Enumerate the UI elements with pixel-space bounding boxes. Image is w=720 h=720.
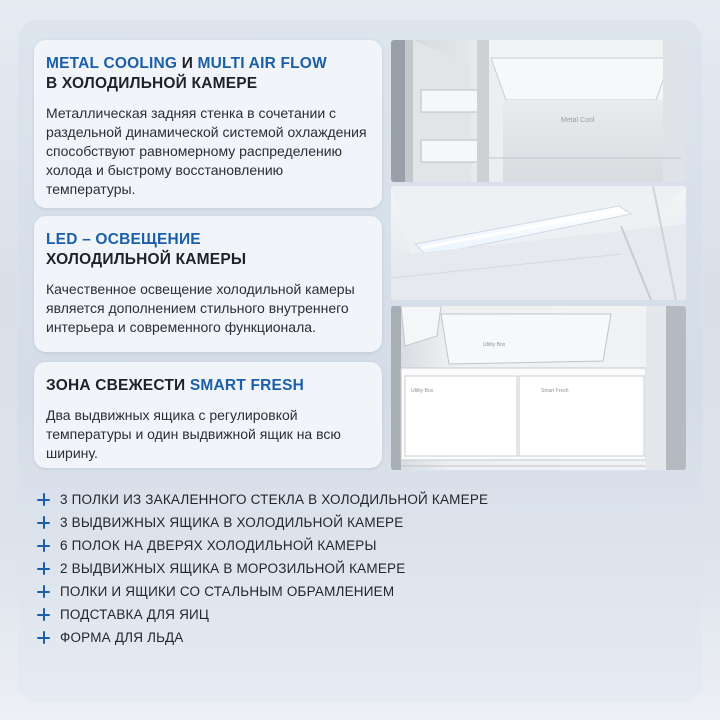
list-item [34, 534, 674, 557]
plus-icon [34, 536, 54, 556]
title-connector: И [177, 55, 198, 72]
title-line: В ХОЛОДИЛЬНОЙ КАМЕРЕ [46, 75, 258, 92]
list-item [34, 511, 674, 534]
feature-text: ПОДСТАВКА ДЛЯ ЯИЦ [60, 607, 210, 622]
led-lighting-title [46, 230, 370, 270]
feature-text: 2 ВЫДВИЖНЫХ ЯЩИКА В МОРОЗИЛЬНОЙ КАМЕРЕ [60, 561, 406, 576]
plus-icon [34, 559, 54, 579]
list-item [34, 603, 674, 626]
smart-fresh-card [34, 362, 382, 468]
fridge-metal-wall-image [391, 40, 686, 182]
plus-icon [34, 490, 54, 510]
feature-text: 6 ПОЛОК НА ДВЕРЯХ ХОЛОДИЛЬНОЙ КАМЕРЫ [60, 538, 377, 553]
feature-list [34, 488, 674, 649]
plus-icon [34, 628, 54, 648]
fridge-metal-wall-photo [391, 40, 686, 182]
plus-icon [34, 605, 54, 625]
list-item [34, 580, 674, 603]
list-item [34, 488, 674, 511]
smart-fresh-description: Два выдвижных ящика с регулировкой температуры и один выдвижной ящик на всю ширину. [46, 407, 341, 461]
fridge-drawers-photo [391, 306, 686, 470]
fridge-led-light-photo [391, 186, 686, 300]
feature-text: ФОРМА ДЛЯ ЛЬДА [60, 630, 184, 645]
feature-text: ПОЛКИ И ЯЩИКИ СО СТАЛЬНЫМ ОБРАМЛЕНИЕМ [60, 584, 395, 599]
title-line: ХОЛОДИЛЬНОЙ КАМЕРЫ [46, 251, 247, 268]
fridge-drawers-image [391, 306, 686, 470]
list-item [34, 557, 674, 580]
metal-cool-label: Metal Cool [561, 117, 595, 124]
led-lighting-card [34, 216, 382, 352]
title-plain: ЗОНА СВЕЖЕСТИ [46, 377, 190, 394]
utility-box-label: Utility Box [411, 388, 434, 394]
metal-cooling-card [34, 40, 382, 208]
smart-fresh-title [46, 376, 370, 396]
metal-cooling-description: Металлическая задняя стенка в сочетании с раздельной динамической системой охлаждения способствуют равномерному распределению холода и быстрому восстановлению температуры. [46, 105, 367, 197]
metal-cooling-title [46, 54, 370, 94]
led-lighting-description: Качественное освещение холодильной камеры является дополнением стильного внутреннего интерьера и современного функционала. [46, 281, 355, 335]
list-item [34, 626, 674, 649]
plus-icon [34, 582, 54, 602]
fridge-led-light-image [391, 186, 686, 300]
plus-icon [34, 513, 54, 533]
smart-fresh-label: Smart Fresh [541, 388, 569, 394]
feature-text: 3 ПОЛКИ ИЗ ЗАКАЛЕННОГО СТЕКЛА В ХОЛОДИЛЬНОЙ КАМЕРЕ [60, 492, 489, 507]
utility-box-label: Utility Box [483, 342, 506, 348]
title-accent: LED – ОСВЕЩЕНИЕ [46, 231, 201, 248]
title-accent: MULTI AIR FLOW [197, 55, 327, 72]
title-accent: SMART FRESH [189, 377, 305, 394]
feature-text: 3 ВЫДВИЖНЫХ ЯЩИКА В ХОЛОДИЛЬНОЙ КАМЕРЕ [60, 515, 404, 530]
title-accent: METAL COOLING [46, 55, 178, 72]
